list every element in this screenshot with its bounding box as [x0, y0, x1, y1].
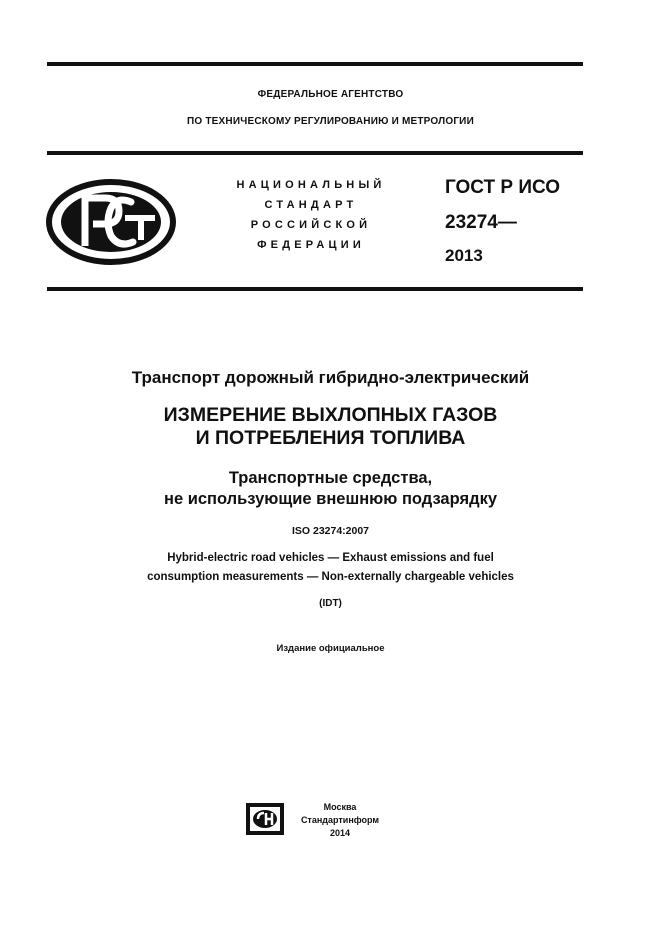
title-category: Транспорт дорожный гибридно-электрический	[131, 368, 530, 387]
edition-label: Издание официальное	[276, 643, 385, 654]
header-rule	[47, 151, 583, 155]
publisher-block	[292, 801, 388, 840]
standartinform-logo-icon	[246, 803, 284, 835]
english-title-line-1: Hybrid-electric road vehicles — Exhaust emissions and fuel	[167, 552, 494, 564]
natl-line-4: ФЕДЕРАЦИИ	[257, 239, 365, 251]
publisher-city: Москва	[323, 802, 357, 812]
natl-line-1: НАЦИОНАЛЬНЫЙ	[236, 179, 386, 191]
title-main-line-1: ИЗМЕРЕНИЕ ВЫХЛОПНЫХ ГАЗОВ	[163, 404, 498, 426]
title-subtitle-line-1: Транспортные средства,	[228, 469, 433, 487]
gost-designation-year: 2013	[445, 246, 483, 265]
national-standard-label	[196, 175, 426, 255]
english-title-line-2: consumption measurements — Non-externally chargeable vehicles	[147, 571, 514, 583]
english-title	[0, 549, 661, 587]
publisher-year: 2014	[329, 828, 351, 838]
title-subtitle	[0, 468, 661, 510]
agency-line-1: ФЕДЕРАЛЬНОЕ АГЕНТСТВО	[257, 89, 404, 100]
publisher-name: Стандартинформ	[300, 815, 380, 825]
iso-reference: ISO 23274:2007	[291, 525, 370, 537]
idt-label: (IDT)	[319, 598, 342, 609]
top-rule	[47, 62, 583, 66]
natl-line-2: СТАНДАРТ	[264, 199, 358, 211]
gost-designation-line-1: ГОСТ Р ИСО	[445, 177, 561, 198]
agency-line-2: ПО ТЕХНИЧЕСКОМУ РЕГУЛИРОВАНИЮ И МЕТРОЛОГИИ	[187, 116, 474, 127]
title-subtitle-line-2: не использующие внешнюю подзарядку	[163, 490, 498, 508]
rst-conformity-mark-icon	[45, 178, 177, 266]
gost-designation-line-2: 23274—	[445, 212, 517, 233]
standard-block-rule	[47, 287, 583, 291]
title-main-line-2: И ПОТРЕБЛЕНИЯ ТОПЛИВА	[195, 427, 466, 449]
title-main	[0, 404, 661, 450]
natl-line-3: РОССИЙСКОЙ	[250, 219, 372, 231]
